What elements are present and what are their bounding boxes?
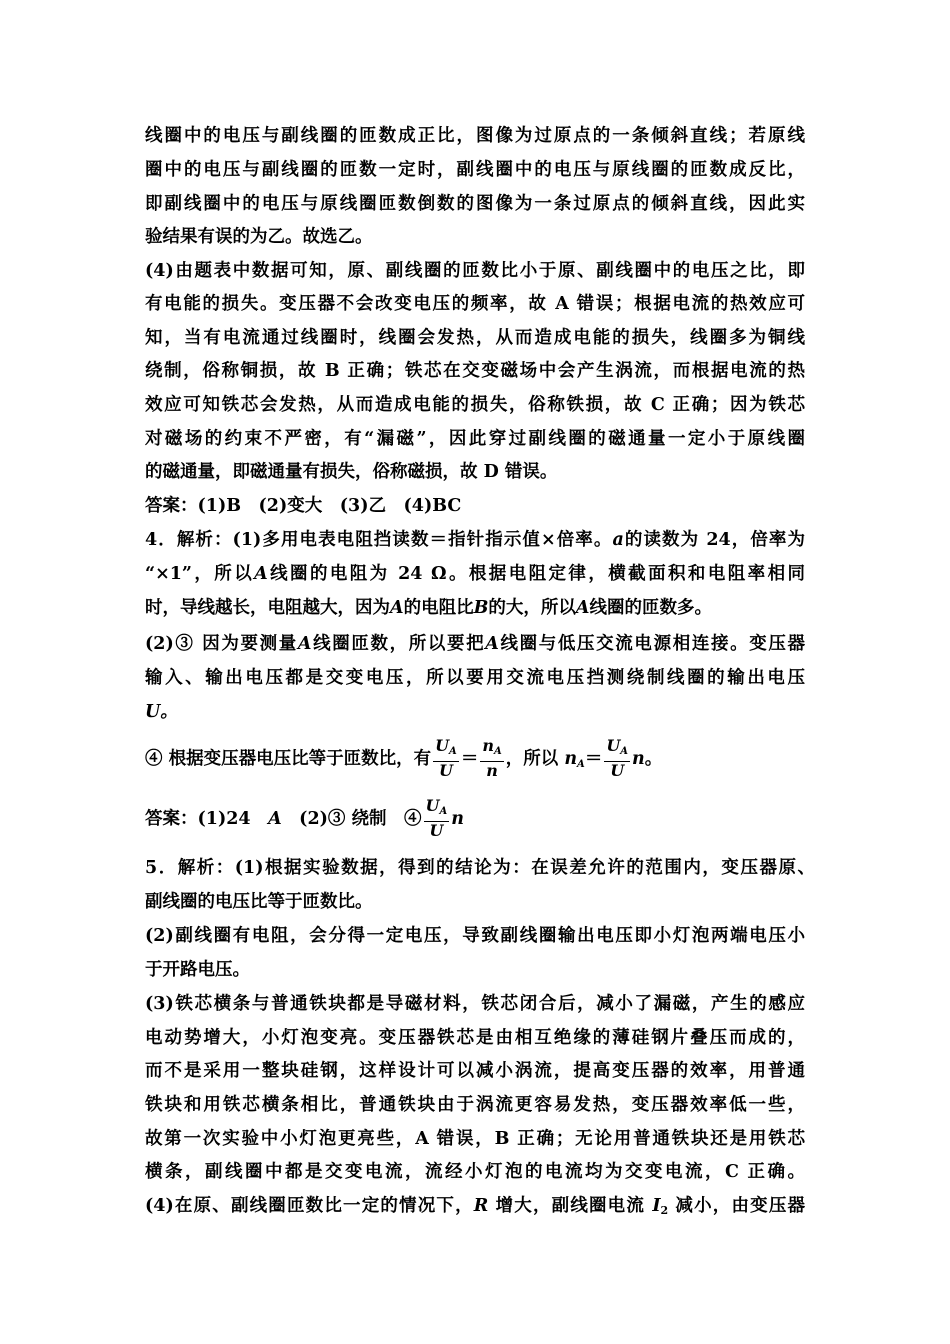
fraction: $\frac{U_A}{U}$ [606, 736, 629, 780]
fraction: $\frac{n_A}{n}$ [482, 736, 502, 780]
q5-line: 铁块和用铁芯横条相比，普通铁块由于涡流更容易发热，变压器效率低一些， [145, 1095, 805, 1115]
q5-line: 5．解析：(1)根据实验数据，得到的结论为：在误差允许的范围内，变压器原、 [145, 858, 815, 878]
answer-line: 答案：(1)B (2)变大 (3)乙 (4)BC [145, 496, 462, 516]
q5-line: (3)铁芯横条与普通铁块都是导磁材料，铁芯闭合后，减小了漏磁，产生的感应 [145, 994, 805, 1014]
text-line: 绕制，俗称铜损，故 B 正确；铁芯在交变磁场中会产生涡流，而根据电流的热 [145, 361, 805, 381]
text-line: 圈中的电压与副线圈的匝数一定时，副线圈中的电压与原线圈的匝数成反比， [145, 160, 805, 180]
q5-line: 副线圈的电压比等于匝数比。 [145, 892, 373, 912]
q4-line-5: 输入、输出电压都是交变电压，所以要用交流电压挡测绕制线圈的输出电压 [145, 668, 805, 688]
q5-line: 于开路电压。 [145, 960, 250, 980]
text-line: 知，当有电流通过线圈时，线圈会发热，从而造成电能的损失，线圈多为铜线 [145, 328, 805, 348]
text-line: (4)由题表中数据可知，原、副线圈的匝数比小于原、副线圈中的电压之比，即 [145, 261, 805, 281]
q4-formula-line: ④ 根据变压器电压比等于匝数比，有 $\frac{U_A}{U}$ ＝ $\frac{n_A}{n}$ ，所以 $n_A=$ $\frac{U_A}{U}$ n。 [145, 736, 663, 780]
q4-line-1: 4．解析：(1)多用电表电阻挡读数＝指针指示值×倍率。a的读数为 24，倍率为 [145, 530, 805, 550]
fraction: $\frac{U_A}{U}$ [425, 796, 448, 840]
text-line: 即副线圈中的电压与原线圈匝数倒数的图像为一条过原点的倾斜直线，因此实 [145, 194, 805, 214]
text-line: 对磁场的约束不严密，有“漏磁”，因此穿过副线圈的磁通量一定小于原线圈 [145, 429, 805, 449]
q5-line: 横条，副线圈中都是交变电流，流经小灯泡的电流均为交变电流，C 正确。 [145, 1162, 805, 1182]
text-line: 效应可知铁芯会发热，从而造成电能的损失，俗称铁损，故 C 正确；因为铁芯 [145, 395, 805, 415]
text-line: 有电能的损失。变压器不会改变电压的频率，故 A 错误；根据电流的热效应可 [145, 294, 805, 314]
text-line: 线圈中的电压与副线圈的匝数成正比，图像为过原点的一条倾斜直线；若原线 [145, 126, 805, 146]
text-line: 验结果有误的为乙。故选乙。 [145, 227, 373, 247]
fraction: $\frac{U_A}{U}$ [435, 736, 457, 780]
q4-line-3: 时，导线越长，电阻越大，因为A的电阻比B的大，所以A线圈的匝数多。 [145, 598, 712, 618]
q5-line-last: (4)在原、副线圈匝数比一定的情况下，R 增大，副线圈电流 I2 减小，由变压器 [145, 1196, 805, 1217]
text-line: 的磁通量，即磁通量有损失，俗称磁损，故 D 错误。 [145, 462, 558, 482]
q5-line: 故第一次实验中小灯泡更亮些，A 错误，B 正确；无论用普通铁块还是用铁芯 [145, 1129, 805, 1149]
q4-line-4: (2)③ 因为要测量A线圈匝数，所以要把A线圈与低压交流电源相连接。变压器 [145, 634, 805, 654]
q4-answer-line: 答案：(1)24 A (2)③ 绕制 ④ $\frac{U_A}{U}$ n [145, 796, 464, 840]
q4-line-6: U。 [145, 702, 178, 722]
q5-line: 电动势增大，小灯泡变亮。变压器铁芯是由相互绝缘的薄硅钢片叠压而成的， [145, 1028, 805, 1048]
q4-line-2: “×1”，所以A线圈的电阻为 24 Ω。根据电阻定律，横截面积和电阻率相同 [145, 564, 805, 584]
q5-line: 而不是采用一整块硅钢，这样设计可以减小涡流，提高变压器的效率，用普通 [145, 1061, 805, 1081]
q5-line: (2)副线圈有电阻，会分得一定电压，导致副线圈输出电压即小灯泡两端电压小 [145, 926, 805, 946]
